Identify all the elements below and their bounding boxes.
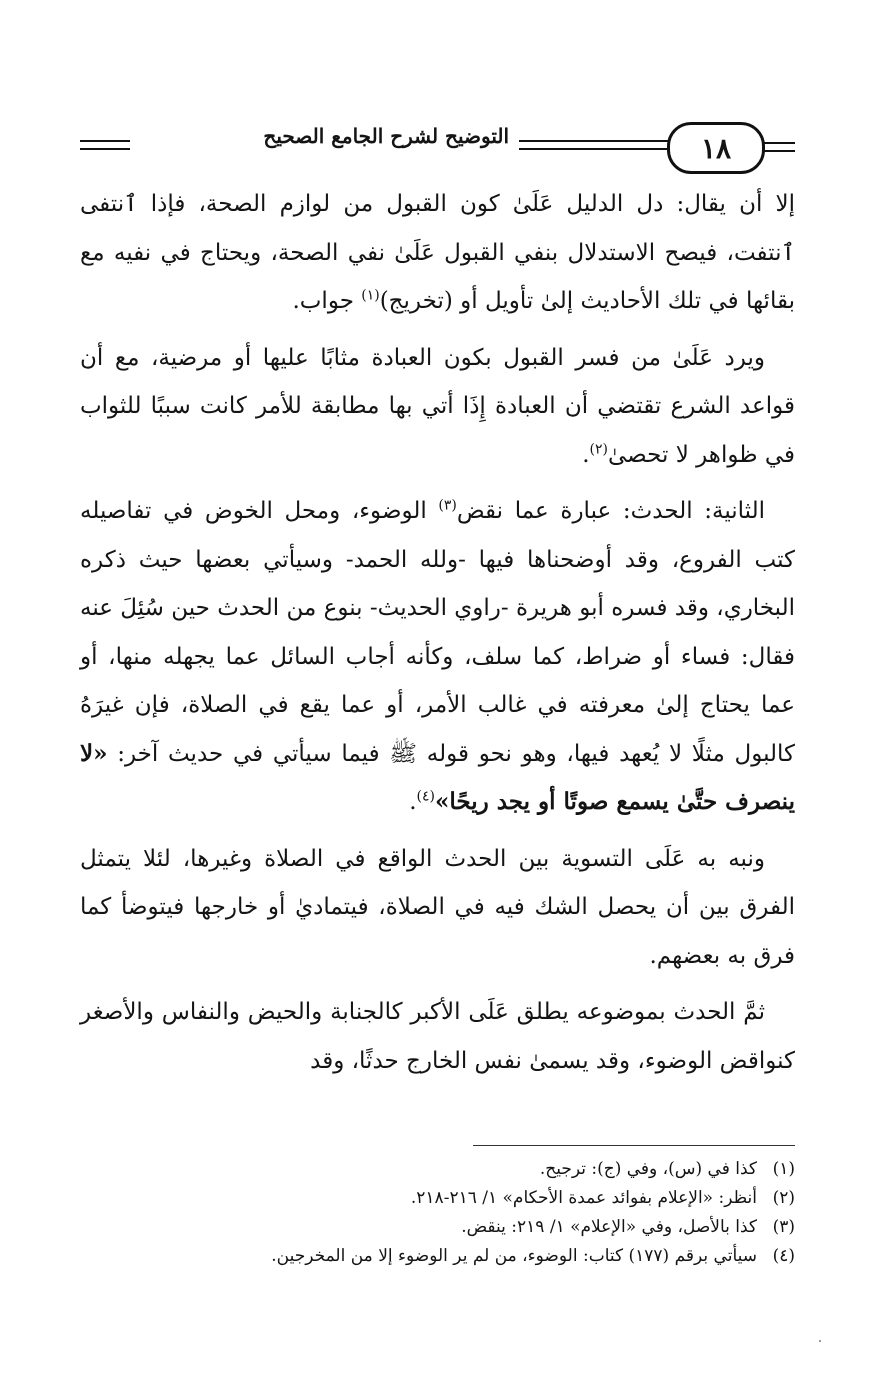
footnote-item — [80, 1184, 795, 1213]
book-title: التوضيح لشرح الجامع الصحيح — [263, 124, 509, 148]
paragraph-1: إلا أن يقال: دل الدليل عَلَىٰ كون القبول من لوازم الصحة، فإذا ٱنتفى ٱنتفت، فيصح الاستدلال بنفي القبول عَلَىٰ نفي الصحة، ويحتاج في نفيه مع بقائها في تلك الأحاديث إلىٰ تأويل أو (تخريج)$^{(١)}$ جواب. — [80, 191, 795, 314]
footnote-item — [80, 1155, 795, 1184]
scan-speck — [819, 1340, 821, 1342]
footnote-ref-4: (٤) — [416, 788, 435, 805]
hadith-quote: «لا ينصرف حتَّىٰ يسمع صوتًا أو يجد ريحًا» — [80, 739, 795, 815]
footnote-text: سيأتي برقم (١٧٧) كتاب: الوضوء، من لم ير الوضوء إلا من المخرجين. — [271, 1246, 757, 1266]
footnote-separator — [473, 1145, 795, 1146]
main-text — [80, 180, 795, 1093]
footnote-item — [80, 1213, 795, 1242]
paragraph-5: ثمَّ الحدث بموضوعه يطلق عَلَى الأكبر كالجنابة والحيض والنفاس والأصغر كنواقض الوضوء، وقد يسمىٰ نفس الخارج حدثًا، وقد — [80, 999, 795, 1074]
header-rule-left — [80, 140, 130, 150]
footnote-text: كذا في (س)، وفي (ج): ترجيح. — [539, 1159, 757, 1179]
header-rule-middle — [519, 140, 669, 150]
footnote-ref-2: (٢) — [589, 440, 609, 457]
footnote-ref-1: (١) — [361, 287, 380, 304]
page-number: ١٨ — [667, 122, 765, 174]
footnotes — [80, 1155, 795, 1271]
footnote-number: (٣) — [772, 1217, 795, 1237]
footnote-number: (١) — [772, 1159, 795, 1179]
footnote-item — [80, 1242, 795, 1271]
footnote-number: (٢) — [772, 1188, 795, 1208]
footnote-number: (٤) — [772, 1246, 795, 1266]
page-header — [80, 118, 795, 174]
paragraph-2: ويرد عَلَىٰ من فسر القبول بكون العبادة مثابًا عليها أو مرضية، مع أن قواعد الشرع تقتضي أن العبادة إِذَا أتي بها مطابقة للأمر كانت سببًا للثواب في ظواهر لا تحصىٰ$^{(٢)}$. — [80, 344, 795, 468]
paragraph-3: الثانية: الحدث: عبارة عما نقض$^{(٣)}$ الوضوء، ومحل الخوض في تفاصيله كتب الفروع، وقد أوضحناها فيها -ولله الحمد- وسيأتي بعضها حيث ذكره البخاري، وقد فسره أبو هريرة -راوي الحديث- بنوع من الحدث حين سُئِلَ عنه فقال: فساء أو ضراط، كما سلف، وكأنه أجاب السائل عما يجهله منها، أو عما يحتاج إلىٰ معرفته في غالب الأمر، أو عما يقع في الصلاة، فإن غيرَهُ كالبول مثلًا لا يُعهد فيها، وهو نحو قوله ﷺ فيما سيأتي في حديث آخر: «لا ينصرف حتَّىٰ يسمع صوتًا أو يجد ريحًا»$^{(٤)}$. — [79, 497, 795, 815]
footnote-text: أنظر: «الإعلام بفوائد عمدة الأحكام» ١/ ٢١٦-٢١٨. — [410, 1188, 757, 1208]
footnote-ref-3: (٣) — [438, 497, 457, 514]
footnote-text: كذا بالأصل، وفي «الإعلام» ١/ ٢١٩: ينقض. — [461, 1217, 757, 1237]
paragraph-4: ونبه به عَلَى التسوية بين الحدث الواقع في الصلاة وغيرها، لئلا يتمثل الفرق بين أن يحصل الشك فيه في الصلاة، فيتماديٰ أو خارجها فيتوضأ كما فرق به بعضهم. — [80, 845, 795, 969]
